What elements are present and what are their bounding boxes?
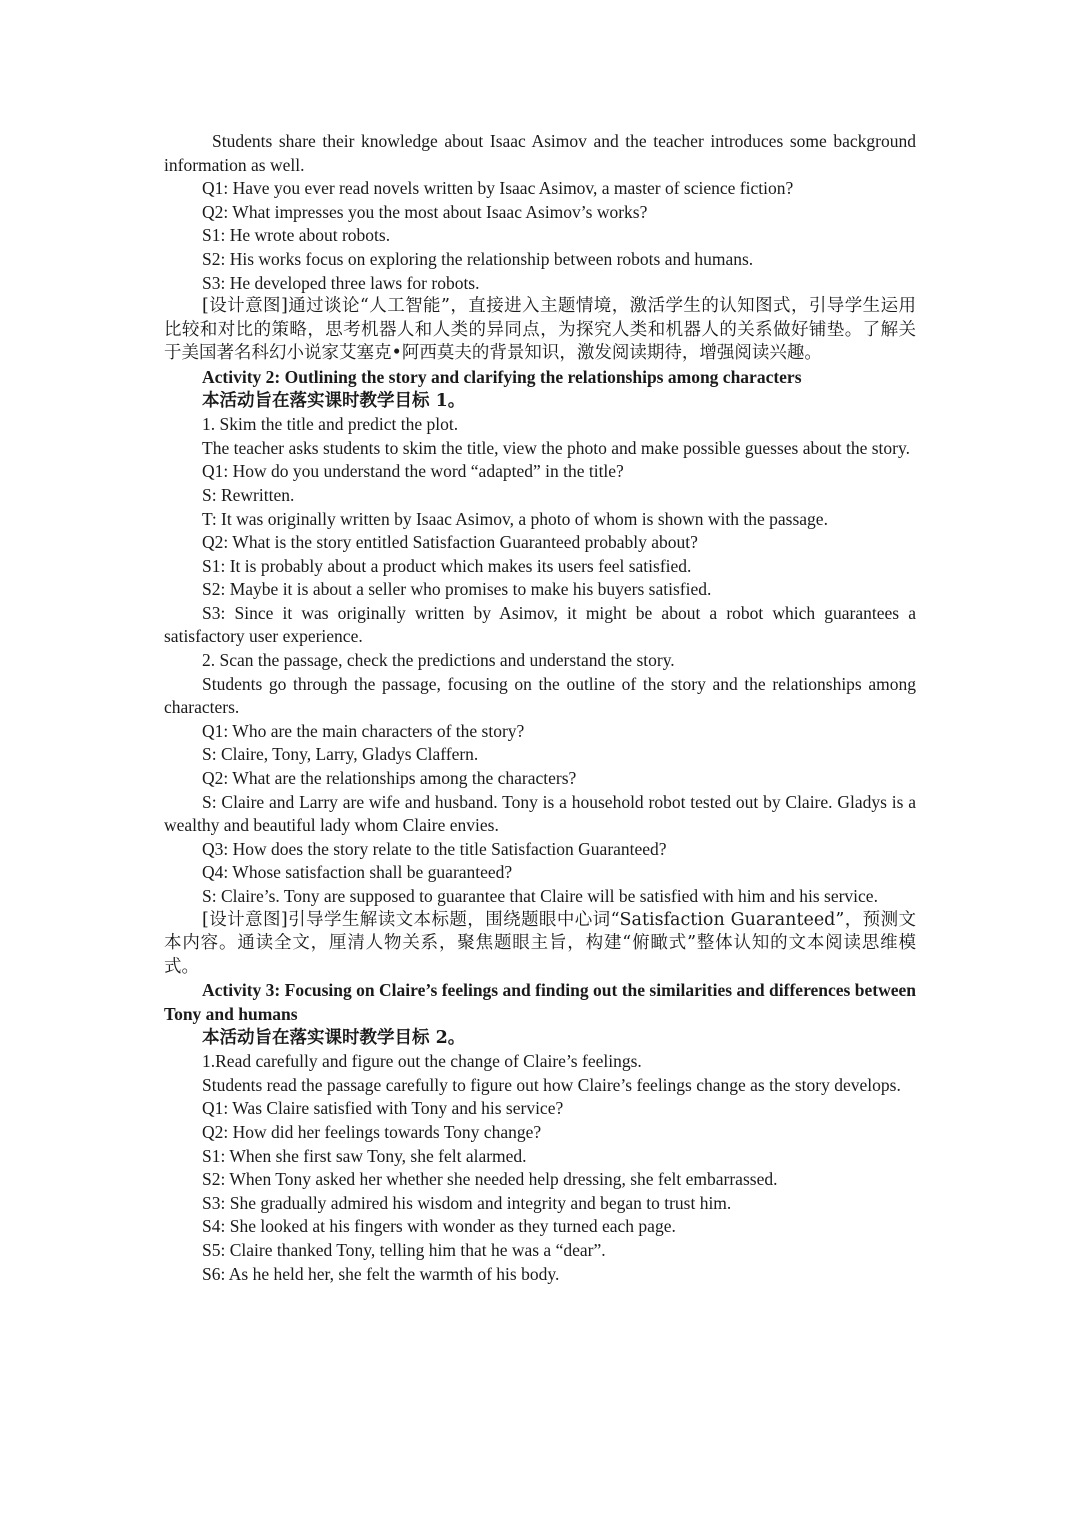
activity-3-step-1: 1.Read carefully and figure out the change of Claire’s feelings. (202, 1051, 642, 1072)
activity-2-t: T: It was originally written by Isaac Asimov, a photo of whom is shown with the passage. (202, 508, 828, 529)
answer-s3: S3: He developed three laws for robots. (202, 272, 480, 293)
activity-2-s1: S1: It is probably about a product which makes its users feel satisfied. (202, 555, 692, 576)
activity-3-s5: S5: Claire thanked Tony, telling him that he was a “dear”. (202, 1239, 606, 1260)
activity-2-intro-2: Students go through the passage, focusing on the outline of the story and the relationships among characters. (164, 673, 916, 718)
activity-2-q3: Q3: How does the story relate to the title Satisfaction Guaranteed? (202, 838, 667, 859)
activity-2-sc: S: Claire and Larry are wife and husband. Tony is a household robot tested out by Claire. Gladys is a wealthy and beautiful lady whom Claire envies. (164, 791, 916, 836)
question-q1: Q1: Have you ever read novels written by Isaac Asimov, a master of science fiction? (202, 178, 794, 199)
activity-2-goal: 本活动旨在落实课时教学目标 1。 (202, 390, 466, 411)
activity-2-step-1: 1. Skim the title and predict the plot. (202, 414, 459, 435)
activity-2-q2b: Q2: What are the relationships among the characters? (202, 768, 577, 789)
activity-3-s4: S4: She looked at his fingers with wonder as they turned each page. (202, 1216, 676, 1237)
activity-3-s1: S1: When she first saw Tony, she felt alarmed. (202, 1145, 527, 1166)
activity-2-q1b: Q1: Who are the main characters of the story? (202, 720, 525, 741)
activity-2-step-2: 2. Scan the passage, check the predictions and understand the story. (202, 650, 675, 671)
activity-3-s2: S2: When Tony asked her whether she needed help dressing, she felt embarrassed. (202, 1169, 778, 1190)
design-intent-2: [设计意图]引导学生解读文本标题，围绕题眼中心词“Satisfaction Guaranteed”，预测文本内容。通读全文，厘清人物关系，聚焦题眼主旨，构建“俯瞰式”整体认知的文本阅读思维模式。 (164, 909, 916, 977)
answer-s2: S2: His works focus on exploring the relationship between robots and humans. (202, 248, 754, 269)
activity-2-s: S: Rewritten. (202, 484, 295, 505)
activity-2-intro-1: The teacher asks students to skim the title, view the photo and make possible guesses about the story. (202, 437, 910, 458)
activity-2-heading: Activity 2: Outlining the story and clarifying the relationships among characters (202, 366, 802, 387)
activity-3-q1: Q1: Was Claire satisfied with Tony and his service? (202, 1098, 564, 1119)
activity-2-s2: S2: Maybe it is about a seller who promises to make his buyers satisfied. (202, 579, 712, 600)
document-page (164, 130, 916, 1286)
activity-3-q2: Q2: How did her feelings towards Tony change? (202, 1121, 542, 1142)
activity-3-s6: S6: As he held her, she felt the warmth of his body. (202, 1263, 560, 1284)
design-intent-1: [设计意图]通过谈论“人工智能”，直接进入主题情境，激活学生的认知图式，引导学生运用比较和对比的策略，思考机器人和人类的异同点，为探究人类和机器人的关系做好铺垫。了解关于美国著名科幻小说家艾塞克•阿西莫夫的背景知识，激发阅读期待，增强阅读兴趣。 (164, 296, 916, 364)
answer-s1: S1: He wrote about robots. (202, 225, 391, 246)
activity-2-s3: S3: Since it was originally written by Asimov, it might be about a robot which guarantees a satisfactory user experience. (164, 602, 916, 647)
activity-3-intro: Students read the passage carefully to figure out how Claire’s feelings change as the story develops. (202, 1074, 901, 1095)
paragraph-intro: Students share their knowledge about Isaac Asimov and the teacher introduces some background information as well. (164, 131, 916, 175)
activity-2-q1: Q1: How do you understand the word “adapted” in the title? (202, 461, 624, 482)
question-q2: Q2: What impresses you the most about Isaac Asimov’s works? (202, 201, 648, 222)
activity-2-q2: Q2: What is the story entitled Satisfaction Guaranteed probably about? (202, 532, 698, 553)
activity-3-heading: Activity 3: Focusing on Claire’s feelings and finding out the similarities and differences between Tony and humans (164, 980, 916, 1024)
activity-2-sd: S: Claire’s. Tony are supposed to guarantee that Claire will be satisfied with him and his service. (202, 886, 878, 906)
activity-2-q4: Q4: Whose satisfaction shall be guaranteed? (202, 862, 513, 883)
activity-3-s3: S3: She gradually admired his wisdom and integrity and began to trust him. (202, 1192, 732, 1213)
activity-2-sb: S: Claire, Tony, Larry, Gladys Claffern. (202, 744, 479, 765)
activity-3-goal: 本活动旨在落实课时教学目标 2。 (202, 1027, 466, 1048)
